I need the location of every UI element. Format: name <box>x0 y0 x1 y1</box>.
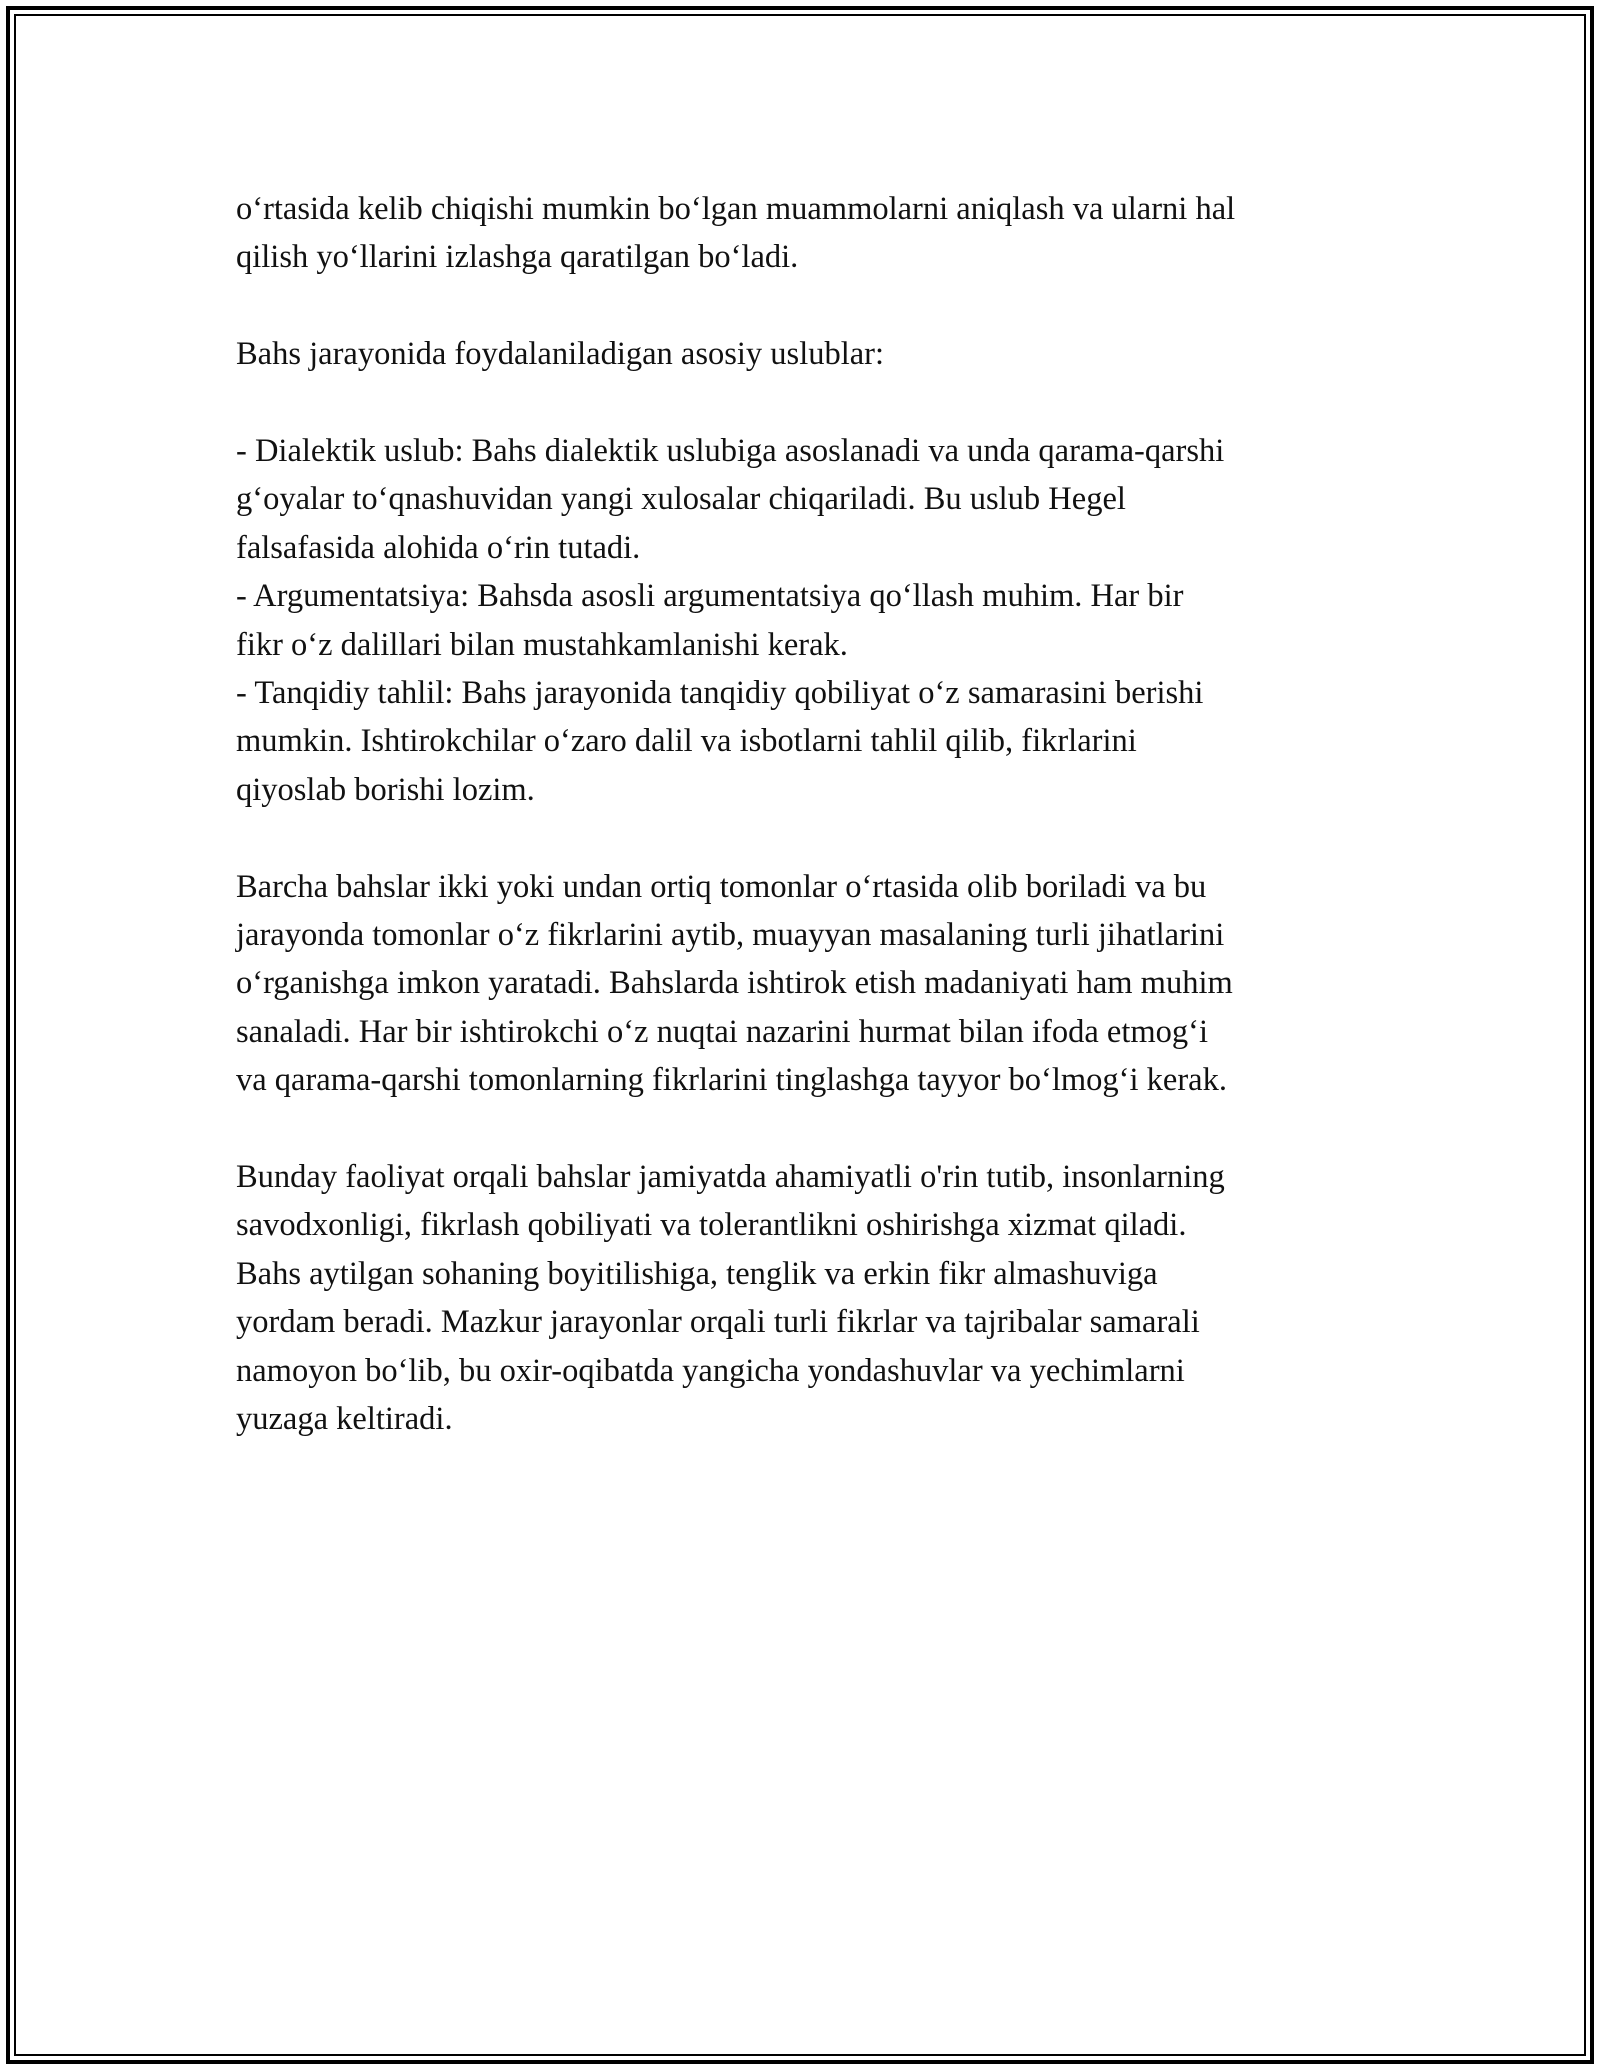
text-line: qilish yo‘llarini izlashga qaratilgan bo‘ladi. <box>236 239 799 276</box>
text-line: jarayonda tomonlar o‘z fikrlarini aytib, muayyan masalaning turli jihatlarini <box>236 917 1225 954</box>
text-line: falsafasida alohida o‘rin tutadi. <box>236 529 641 566</box>
paragraph <box>236 863 1386 1105</box>
text-line: fikr o‘z dalillari bilan mustahkamlanishi kerak. <box>236 626 848 663</box>
text-line: Bahs jarayonida foydalaniladigan asosiy uslublar: <box>236 336 885 373</box>
document-body <box>236 185 1386 1444</box>
text-line: mumkin. Ishtirokchilar o‘zaro dalil va isbotlarni tahlil qilib, fikrlarini <box>236 723 1137 760</box>
text-line: savodxonligi, fikrlash qobiliyati va tolerantlikni oshirishga xizmat qiladi. <box>236 1207 1187 1244</box>
text-line: - Tanqidiy tahlil: Bahs jarayonida tanqidiy qobiliyat o‘z samarasini berishi <box>236 675 1204 712</box>
text-line: yordam beradi. Mazkur jarayonlar orqali turli fikrlar va tajribalar samarali <box>236 1304 1200 1341</box>
text-line: namoyon bo‘lib, bu oxir-oqibatda yangicha yondashuvlar va yechimlarni <box>236 1352 1185 1389</box>
text-line: - Dialektik uslub: Bahs dialektik uslubiga asoslanadi va unda qarama-qarshi <box>236 433 1225 469</box>
text-line: qiyoslab borishi lozim. <box>236 771 535 808</box>
text-line: Barcha bahslar ikki yoki undan ortiq tomonlar o‘rtasida olib boriladi va bu <box>236 868 1207 905</box>
text-line: g‘oyalar to‘qnashuvidan yangi xulosalar chiqariladi. Bu uslub Hegel <box>236 481 1126 518</box>
text-line: o‘rtasida kelib chiqishi mumkin bo‘lgan muammolarni aniqlash va ularni hal <box>236 191 1236 227</box>
text-line: sanaladi. Har bir ishtirokchi o‘z nuqtai nazarini hurmat bilan ifoda etmog‘i <box>236 1013 1208 1050</box>
text-line: Bahs aytilgan sohaning boyitilishiga, tenglik va erkin fikr almashuviga <box>236 1255 1158 1292</box>
paragraph <box>236 185 1386 282</box>
paragraph <box>236 427 1386 814</box>
text-line: va qarama-qarshi tomonlarning fikrlarini tinglashga tayyor bo‘lmog‘i kerak. <box>236 1062 1227 1099</box>
paragraph <box>236 1153 1386 1443</box>
text-line: Bunday faoliyat orqali bahslar jamiyatda ahamiyatli o'rin tutib, insonlarning <box>236 1159 1225 1196</box>
paragraph <box>236 330 1386 378</box>
text-line: yuzaga keltiradi. <box>236 1401 453 1438</box>
text-line: o‘rganishga imkon yaratadi. Bahslarda ishtirok etish madaniyati ham muhim <box>236 965 1233 1002</box>
text-line: - Argumentatsiya: Bahsda asosli argumentatsiya qo‘llash muhim. Har bir <box>236 578 1184 615</box>
